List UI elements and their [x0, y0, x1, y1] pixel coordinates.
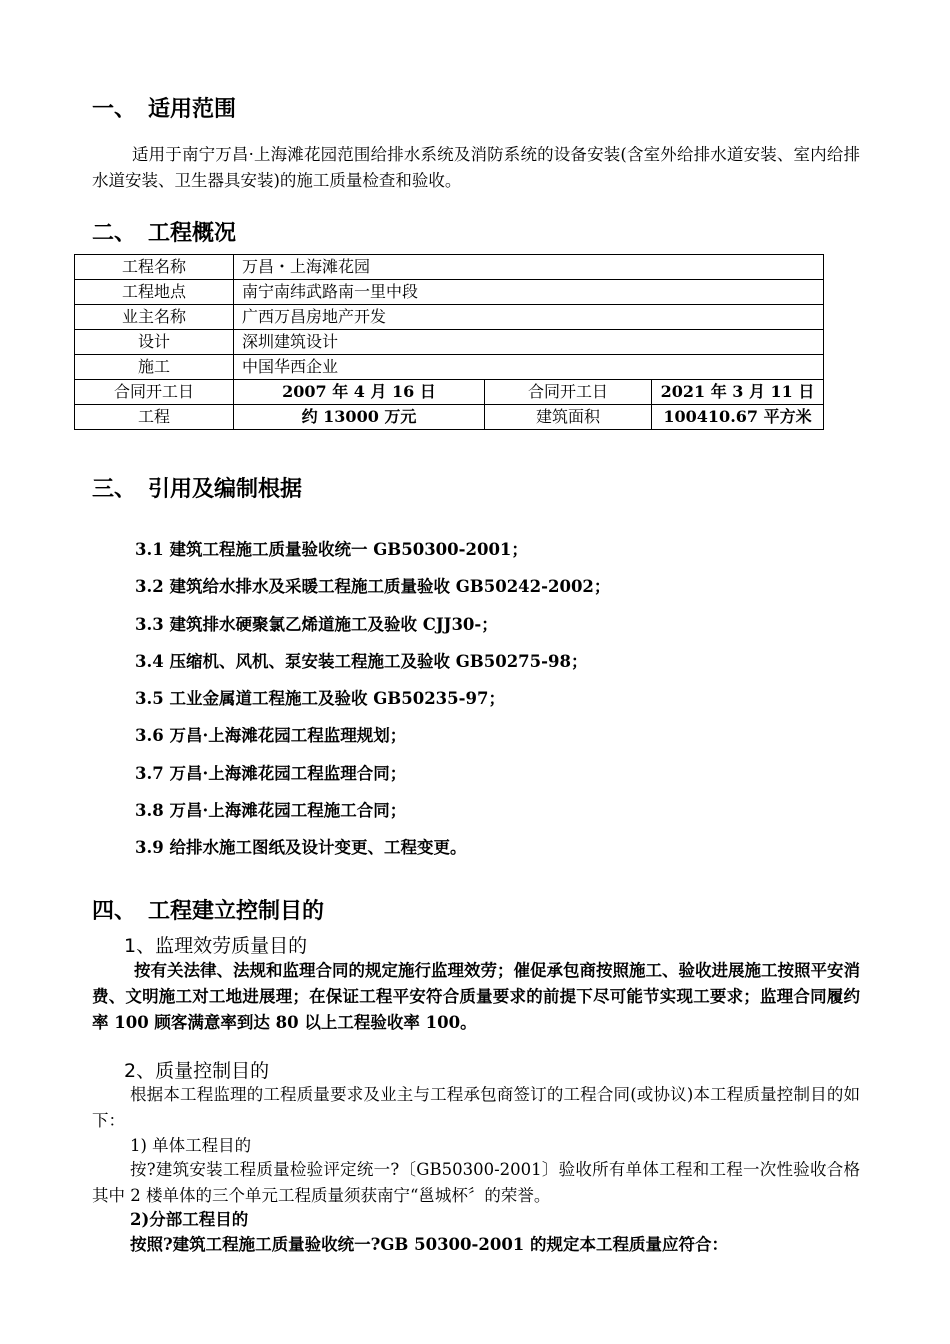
reference-item: 3.3 建筑排水硬聚氯乙烯道施工及验收 CJJ30-；: [135, 615, 498, 634]
subitem-2-text: 按照?建筑工程施工质量验收统一?GB 50300-2001 的规定本工程质量应符合：: [130, 1235, 729, 1254]
section-3-heading: [92, 472, 302, 503]
table-label: 施工: [75, 355, 234, 380]
table-label: 建筑面积: [485, 405, 652, 430]
subsection-2-text: 根据本工程监理的工程质量要求及业主与工程承包商签订的工程合同(或协议)本工程质量控制目的如下：: [92, 1085, 860, 1130]
section-1-number: 一、: [92, 97, 137, 122]
subsection-2-title: 2、质量控制目的: [124, 1060, 270, 1082]
table-value: 2007 年 4 月 16 日: [234, 380, 485, 405]
section-1-title: 适用范围: [148, 97, 237, 122]
subsection-1-text: 按有关法律、法规和监理合同的规定施行监理效劳；催促承包商按照施工、验收进展施工按照平安消费、文明施工对工地进展理；在保证工程平安符合质量要求的前提下尽可能节实现工要求；监理合同履约率 100 顾客满意率到达 80 以上工程验收率 100。: [92, 961, 860, 1032]
table-value: 万昌・上海滩花园: [234, 255, 824, 280]
table-label: 工程: [75, 405, 234, 430]
table-value: 南宁南纬武路南一里中段: [234, 280, 824, 305]
table-value: 100410.67 平方米: [652, 405, 824, 430]
reference-item: 3.4 压缩机、风机、泵安装工程施工及验收 GB50275-98；: [135, 652, 588, 671]
section-2-number: 二、: [92, 221, 137, 246]
subitem-2-title: 2)分部工程目的: [130, 1210, 249, 1229]
table-value: 中国华西企业: [234, 355, 824, 380]
table-label: 设计: [75, 330, 234, 355]
table-value: 深圳建筑设计: [234, 330, 824, 355]
subsection-1-title: 1、监理效劳质量目的: [124, 935, 308, 957]
table-row: [75, 255, 824, 280]
section-4-heading: [92, 894, 324, 925]
table-label: 业主名称: [75, 305, 234, 330]
reference-item: 3.6 万昌·上海滩花园工程监理规划；: [135, 726, 407, 745]
table-value: 约 13000 万元: [234, 405, 485, 430]
reference-item: 3.2 建筑给水排水及采暖工程施工质量验收 GB50242-2002；: [135, 577, 611, 596]
section-2-title: 工程概况: [148, 221, 237, 246]
table-label: 合同开工日: [485, 380, 652, 405]
section-2-heading: [92, 216, 236, 247]
reference-item: 3.7 万昌·上海滩花园工程监理合同；: [135, 764, 407, 783]
table-value: 广西万昌房地产开发: [234, 305, 824, 330]
section-1-heading: [92, 92, 236, 123]
table-label: 工程名称: [75, 255, 234, 280]
table-row: [75, 280, 824, 305]
reference-item: 3.5 工业金属道工程施工及验收 GB50235-97；: [135, 689, 505, 708]
project-overview-table: [74, 254, 824, 430]
section-4-title: 工程建立控制目的: [148, 899, 325, 924]
reference-item: 3.8 万昌·上海滩花园工程施工合同；: [135, 801, 407, 820]
subitem-1-text: 按?建筑安装工程质量检验评定统一?〔GB50300-2001〕验收所有单体工程和工程一次性验收合格其中 2 楼单体的三个单元工程质量须获南宁“邕城杯〞的荣誉。: [92, 1160, 860, 1205]
table-row: [75, 355, 824, 380]
table-row: [75, 330, 824, 355]
table-label: 工程地点: [75, 280, 234, 305]
table-value: 2021 年 3 月 11 日: [652, 380, 824, 405]
table-row: [75, 380, 824, 405]
section-3-title: 引用及编制根据: [148, 477, 303, 502]
table-row: [75, 405, 824, 430]
subitem-1-title: 1) 单体工程目的: [130, 1136, 252, 1155]
reference-item: 3.1 建筑工程施工质量验收统一 GB50300-2001；: [135, 540, 528, 559]
reference-item: 3.9 给排水施工图纸及设计变更、工程变更。: [135, 838, 467, 857]
section-3-number: 三、: [92, 477, 137, 502]
section-4-number: 四、: [92, 899, 137, 924]
table-label: 合同开工日: [75, 380, 234, 405]
section-1-text: 适用于南宁万昌·上海滩花园范围给排水系统及消防系统的设备安装(含室外给排水道安装、室内给排水道安装、卫生器具安装)的施工质量检查和验收。: [92, 145, 860, 190]
table-row: [75, 305, 824, 330]
